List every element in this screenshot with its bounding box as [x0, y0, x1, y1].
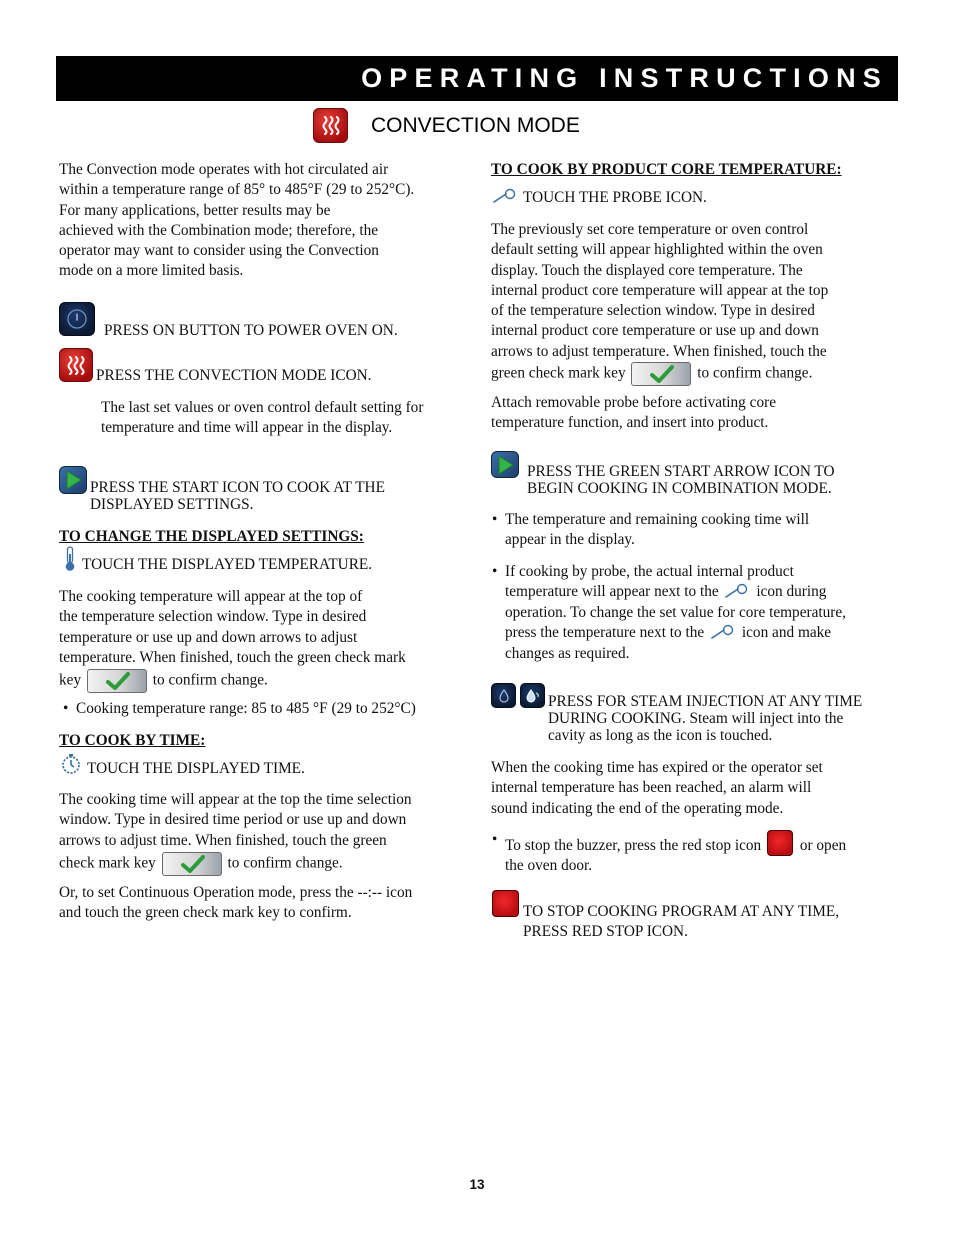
stop-line: TO STOP COOKING PROGRAM AT ANY TIME,: [523, 903, 840, 920]
temperature-line: temperature or use up and down arrows to adjust: [59, 628, 358, 646]
start-arrow-line: BEGIN COOKING IN COMBINATION MODE.: [527, 480, 832, 497]
intro-line: The Convection mode operates with hot circulated air: [59, 161, 389, 178]
intro-line: operator may want to consider using the Convection: [59, 242, 379, 260]
confirm-change-label: to confirm change.: [697, 364, 813, 382]
stop-step-text: [523, 902, 903, 943]
temperature-line: the temperature selection window. Type in desired: [59, 608, 367, 626]
touch-probe-text: TOUCH THE PROBE ICON.: [523, 189, 707, 206]
probe-paragraph: [491, 220, 901, 386]
red-stop-icon[interactable]: [492, 890, 519, 917]
alarm-paragraph: [491, 758, 901, 819]
bullet-line: [505, 830, 902, 856]
start-step-line: PRESS THE START ICON TO COOK AT THE: [90, 479, 385, 496]
power-step-text: PRESS ON BUTTON TO POWER OVEN ON.: [104, 322, 398, 339]
probe-line: arrows to adjust temperature. When finished, touch the: [491, 342, 827, 360]
bullet-line: appear in the display.: [505, 531, 635, 549]
stop-line: PRESS RED STOP ICON.: [523, 923, 688, 941]
probe-line: display. Touch the displayed core temperature. The: [491, 261, 803, 279]
temperature-line: The cooking temperature will appear at the top of: [59, 588, 363, 605]
attach-line: Attach removable probe before activating core: [491, 394, 776, 411]
probe-line: internal product core temperature or use up and down: [491, 322, 819, 340]
steam-line: DURING COOKING. Steam will inject into the: [548, 710, 844, 727]
key-label: check mark key: [59, 854, 156, 872]
alarm-line: internal temperature has been reached, an alarm will: [491, 779, 812, 797]
bullet-line: If cooking by probe, the actual internal product: [505, 563, 794, 580]
bullet-line: [505, 623, 902, 643]
bullet-line: changes as required.: [505, 644, 630, 662]
probe-line: default setting will appear highlighted within the oven: [491, 241, 823, 259]
thermometer-icon[interactable]: [63, 546, 77, 577]
bullet-segment: temperature will appear next to the: [505, 583, 719, 601]
bullet-segment: press the temperature next to the: [505, 624, 705, 642]
probe-icon[interactable]: [492, 188, 518, 209]
bullet-segment: To stop the buzzer, press the red stop icon: [505, 837, 762, 854]
bullet-segment: icon during: [756, 583, 827, 601]
temperature-paragraph: [59, 587, 469, 693]
intro-line: mode on a more limited basis.: [59, 262, 244, 280]
intro-paragraph: [59, 160, 479, 282]
bullet-line: the oven door.: [505, 857, 593, 875]
key-label: key: [59, 671, 82, 689]
attach-probe-paragraph: [491, 393, 901, 434]
start-arrow-step-text: [527, 463, 835, 497]
bullet-dot: •: [63, 700, 69, 717]
time-line: The cooking time will appear at the top the time selection: [59, 791, 412, 808]
probe-key-line: [491, 362, 901, 386]
key-label: green check mark key: [491, 364, 626, 382]
time-paragraph: [59, 790, 469, 876]
intro-line: within a temperature range of 85° to 485°F (29 to 252°C).: [59, 181, 415, 199]
probe-bullet: [492, 562, 902, 664]
attach-line: temperature function, and insert into product.: [491, 414, 769, 432]
bullet-segment: or open: [799, 837, 847, 854]
time-line: window. Type in desired time period or use up and down: [59, 811, 407, 829]
probe-icon[interactable]: [724, 583, 750, 599]
core-temperature-heading: TO COOK BY PRODUCT CORE TEMPERATURE:: [491, 161, 842, 178]
start-step-line: DISPLAYED SETTINGS.: [90, 496, 254, 513]
green-check-mark-key[interactable]: [87, 669, 147, 693]
continuous-line: Or, to set Continuous Operation mode, press the --:-- icon: [59, 884, 413, 901]
bullet-text: [492, 830, 902, 877]
green-check-mark-key[interactable]: [631, 362, 691, 386]
bullet-segment: icon and make: [741, 624, 832, 642]
bullet-dot: •: [492, 511, 498, 528]
convection-mode-icon[interactable]: [59, 348, 93, 382]
probe-line: internal product core temperature will appear at the top: [491, 281, 829, 299]
start-icon[interactable]: [59, 466, 87, 494]
temperature-line: temperature. When finished, touch the green check mark: [59, 648, 406, 666]
intro-line: achieved with the Combination mode; therefore, the: [59, 221, 379, 239]
last-set-paragraph: [101, 398, 471, 439]
bullet-text: Cooking temperature range: 85 to 485 °F (29 to 252°C): [76, 700, 416, 717]
start-step-text: [90, 479, 385, 513]
time-line: arrows to adjust time. When finished, touch the green: [59, 831, 387, 849]
steam-injection-icon[interactable]: [491, 683, 516, 708]
time-key-line: [59, 852, 469, 876]
bullet-text: [492, 510, 902, 551]
confirm-change-label: to confirm change.: [152, 671, 268, 689]
touch-time-text: TOUCH THE DISPLAYED TIME.: [87, 760, 305, 777]
convection-step-text: PRESS THE CONVECTION MODE ICON.: [96, 367, 372, 384]
continuous-paragraph: [59, 883, 469, 924]
probe-line: of the temperature selection window. Type in desired: [491, 302, 815, 320]
display-bullet: [492, 510, 902, 551]
cook-by-time-heading: TO COOK BY TIME:: [59, 732, 206, 749]
power-button-icon[interactable]: [59, 302, 95, 336]
temperature-key-line: [59, 669, 469, 693]
start-arrow-line: PRESS THE GREEN START ARROW ICON TO: [527, 463, 835, 480]
temp-range-bullet: [63, 699, 473, 719]
last-set-line: The last set values or oven control default setting for: [101, 399, 424, 416]
green-start-arrow-icon[interactable]: [491, 451, 519, 478]
confirm-change-label: to confirm change.: [227, 854, 343, 872]
bullet-line: operation. To change the set value for core temperature,: [505, 603, 846, 621]
bullet-dot: •: [492, 563, 498, 580]
steam-injection-active-icon[interactable]: [520, 683, 545, 708]
bullet-line: The temperature and remaining cooking time will: [505, 511, 810, 528]
page-number: 13: [469, 1177, 485, 1192]
probe-line: The previously set core temperature or oven control: [491, 221, 809, 238]
section-heading: [313, 107, 580, 143]
buzzer-bullet: [492, 830, 902, 877]
page-header-title: OPERATING INSTRUCTIONS: [361, 63, 888, 93]
red-stop-icon[interactable]: [767, 830, 793, 856]
continuous-line: and touch the green check mark key to confirm.: [59, 904, 352, 922]
steam-line: cavity as long as the icon is touched.: [548, 727, 773, 744]
alarm-line: sound indicating the end of the operating mode.: [491, 799, 784, 817]
intro-line: For many applications, better results may be: [59, 201, 331, 219]
bullet-text: [492, 562, 902, 664]
alarm-line: When the cooking time has expired or the operator set: [491, 759, 823, 776]
header-bar: [56, 56, 898, 101]
last-set-line: temperature and time will appear in the display.: [101, 419, 393, 437]
change-settings-heading: TO CHANGE THE DISPLAYED SETTINGS:: [59, 528, 364, 545]
bullet-dot: •: [492, 831, 498, 848]
green-check-mark-key[interactable]: [162, 852, 222, 876]
steam-line: PRESS FOR STEAM INJECTION AT ANY TIME: [548, 693, 863, 710]
probe-icon[interactable]: [710, 624, 736, 640]
convection-heat-icon: [313, 108, 348, 143]
bullet-line: [505, 582, 902, 602]
section-title: CONVECTION MODE: [371, 114, 580, 137]
timer-icon[interactable]: [59, 752, 83, 781]
steam-step-text: [548, 693, 862, 744]
touch-temperature-text: TOUCH THE DISPLAYED TEMPERATURE.: [82, 556, 373, 573]
